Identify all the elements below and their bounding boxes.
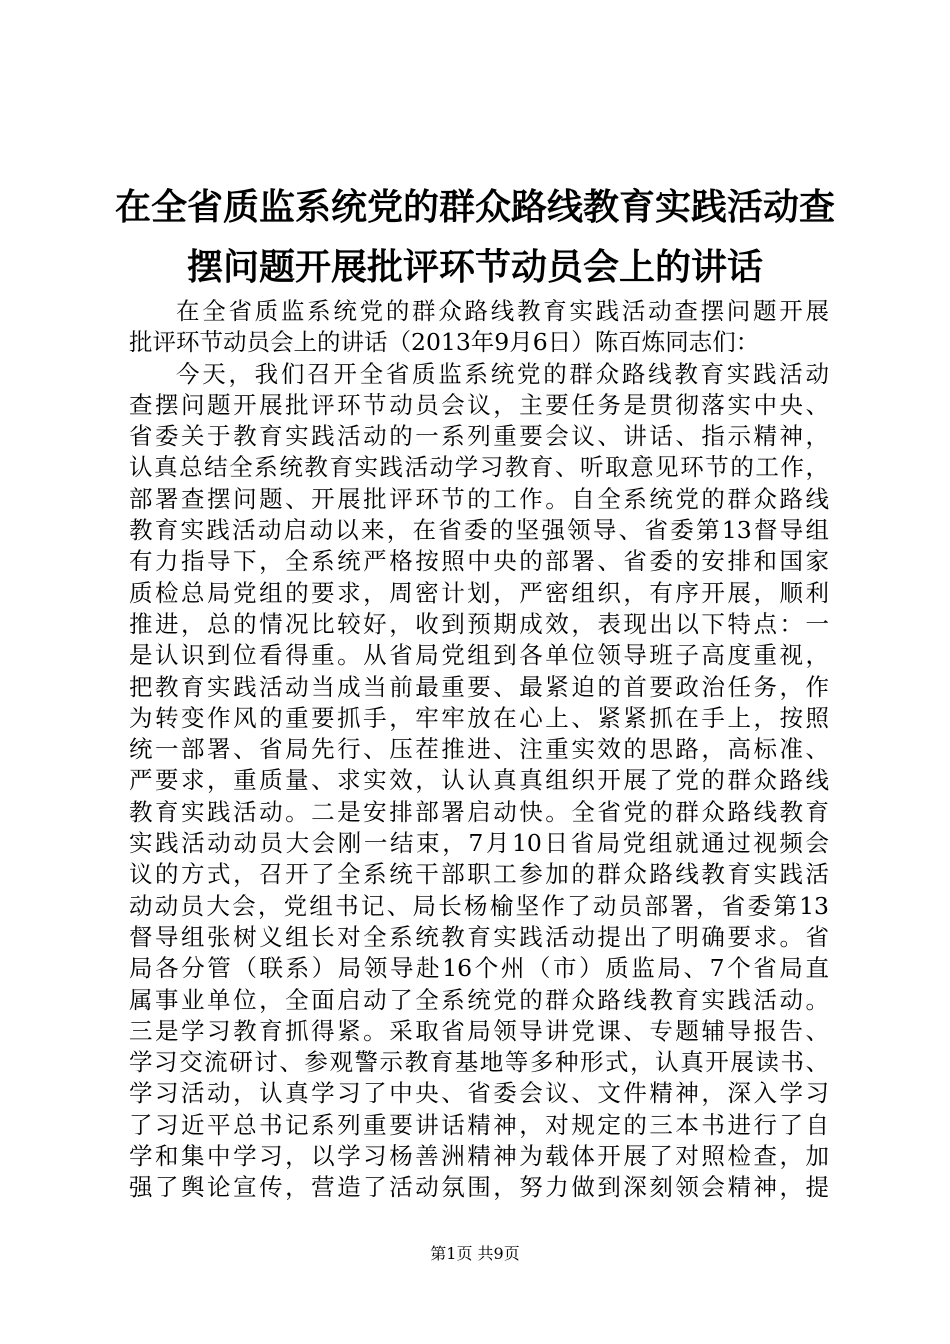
body-line: 属事业单位，全面启动了全系统党的群众路线教育实践活动。 — [129, 985, 829, 1014]
body-line: 认真总结全系统教育实践活动学习教育、听取意见环节的工作， — [129, 453, 829, 482]
body-line: 督导组张树义组长对全系统教育实践活动提出了明确要求。省 — [129, 922, 829, 951]
body-line: 了习近平总书记系列重要讲话精神，对规定的三本书进行了自 — [129, 1110, 829, 1139]
body-line: 强了舆论宣传，营造了活动氛围，努力做到深刻领会精神，提 — [129, 1173, 829, 1202]
body-line: 学习活动，认真学习了中央、省委会议、文件精神，深入学习 — [129, 1079, 829, 1108]
body-line: 实践活动动员大会刚一结束，7月10日省局党组就通过视频会 — [129, 829, 829, 858]
document-title-line-2: 摆问题开展批评环节动员会上的讲话 — [186, 247, 763, 288]
body-line: 部署查摆问题、开展批评环节的工作。自全系统党的群众路线 — [129, 484, 829, 513]
body-line: 在全省质监系统党的群众路线教育实践活动查摆问题开展 — [176, 297, 829, 325]
document-title-line-1: 在全省质监系统党的群众路线教育实践活动查 — [114, 187, 835, 228]
body-line: 局各分管（联系）局领导赴16个州（市）质监局、7个省局直 — [129, 954, 829, 983]
body-line: 动动员大会，党组书记、局长杨榆坚作了动员部署，省委第13 — [129, 891, 829, 920]
body-line: 学和集中学习，以学习杨善洲精神为载体开展了对照检查，加 — [129, 1142, 829, 1171]
body-line: 议的方式，召开了全系统干部职工参加的群众路线教育实践活 — [129, 860, 829, 889]
body-line: 今天，我们召开全省质监系统党的群众路线教育实践活动 — [176, 359, 829, 388]
body-line: 推进，总的情况比较好，收到预期成效，表现出以下特点：一 — [129, 609, 829, 638]
body-line: 是认识到位看得重。从省局党组到各单位领导班子高度重视， — [129, 641, 829, 670]
body-line: 批评环节动员会上的讲话（2013年9月6日）陈百炼同志们： — [129, 328, 760, 357]
body-line: 省委关于教育实践活动的一系列重要会议、讲话、指示精神， — [129, 422, 829, 451]
document-body — [129, 296, 829, 1204]
body-line: 质检总局党组的要求，周密计划，严密组织，有序开展，顺利 — [129, 578, 829, 607]
page-footer: 第1页 共9页 — [430, 1244, 520, 1263]
body-line: 统一部署、省局先行、压茬推进、注重实效的思路，高标准、 — [129, 735, 829, 764]
body-line: 三是学习教育抓得紧。采取省局领导讲党课、专题辅导报告、 — [129, 1016, 829, 1045]
body-line: 把教育实践活动当成当前最重要、最紧迫的首要政治任务，作 — [129, 672, 829, 701]
body-line: 教育实践活动启动以来，在省委的坚强领导、省委第13督导组 — [129, 516, 829, 545]
body-line: 教育实践活动。二是安排部署启动快。全省党的群众路线教育 — [129, 797, 829, 826]
body-line: 严要求，重质量、求实效，认认真真组织开展了党的群众路线 — [129, 766, 829, 795]
body-line: 为转变作风的重要抓手，牢牢放在心上、紧紧抓在手上，按照 — [129, 703, 829, 732]
body-line: 查摆问题开展批评环节动员会议，主要任务是贯彻落实中央、 — [129, 390, 829, 419]
body-line: 学习交流研讨、参观警示教育基地等多种形式，认真开展读书、 — [129, 1048, 829, 1077]
body-line: 有力指导下，全系统严格按照中央的部署、省委的安排和国家 — [129, 547, 829, 576]
